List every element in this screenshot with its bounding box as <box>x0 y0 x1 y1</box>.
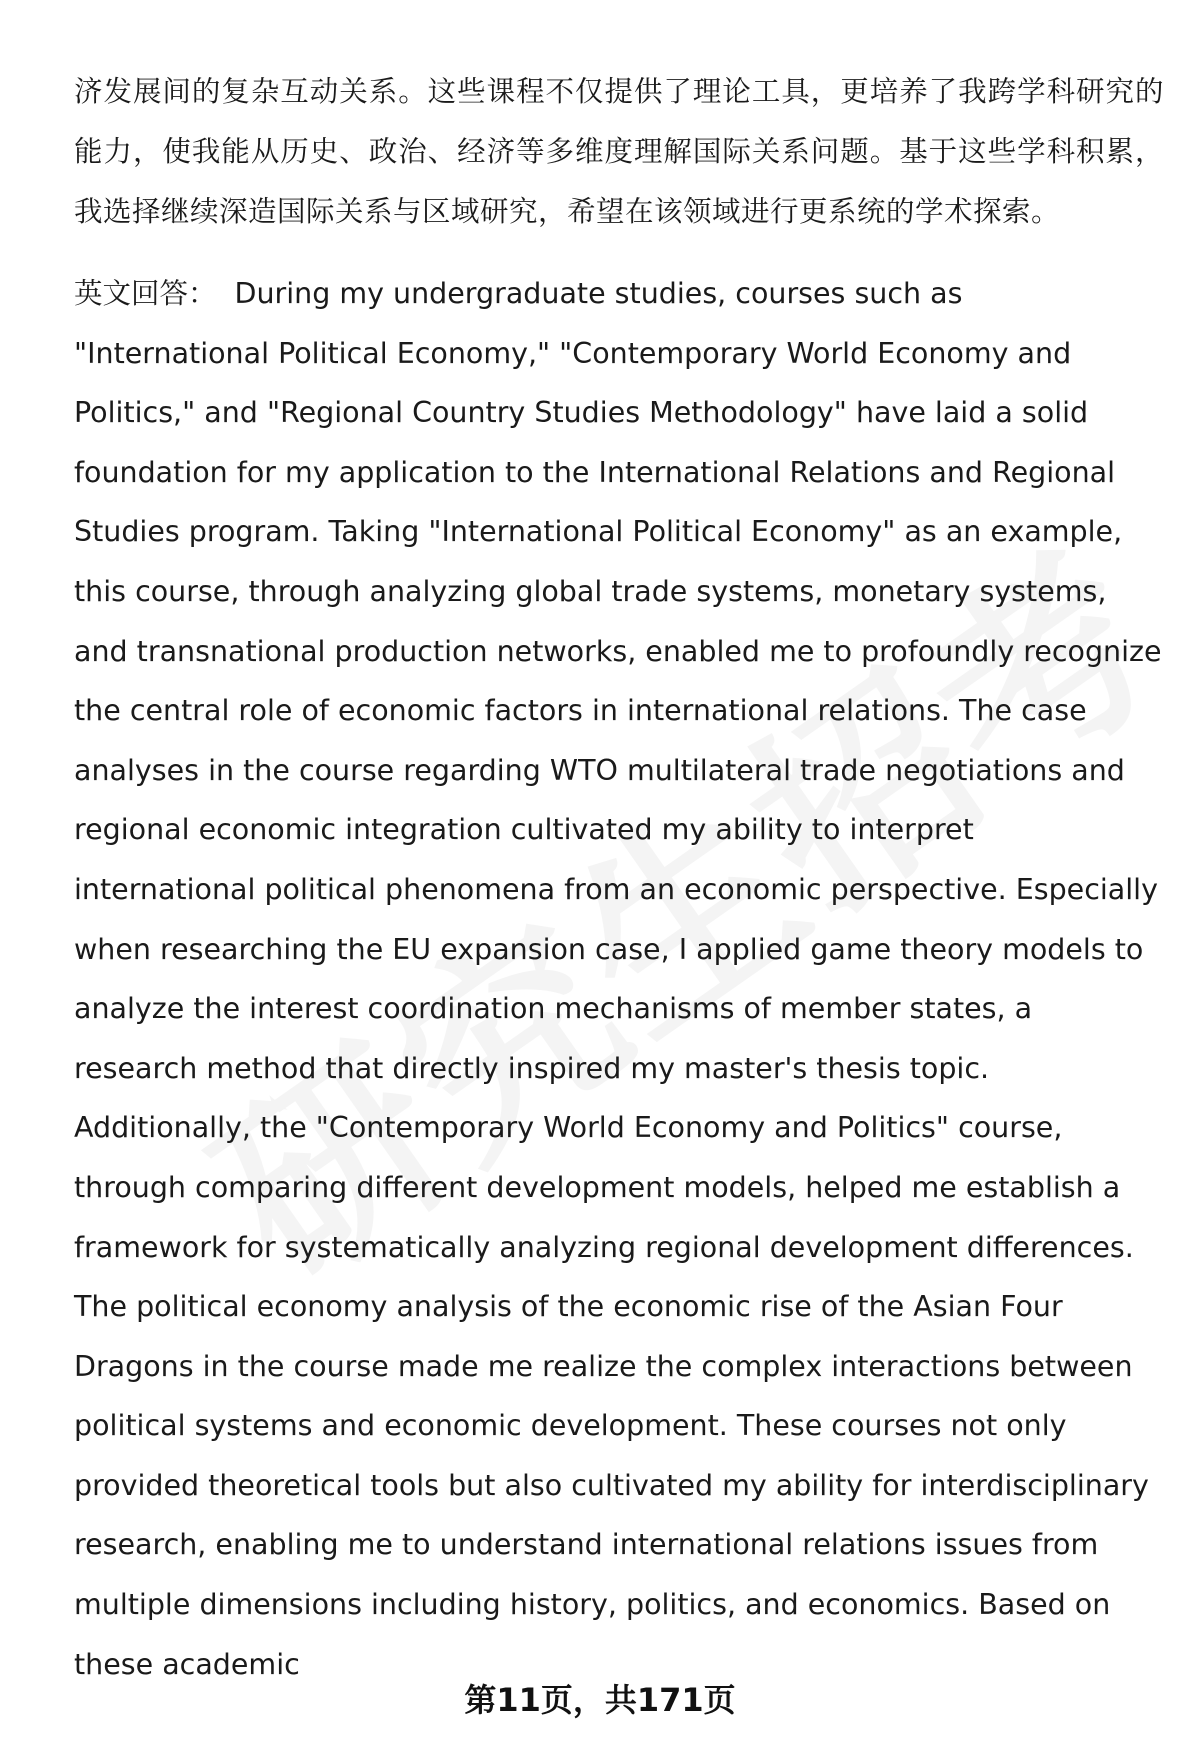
english-answer-text: During my undergraduate studies, courses such as "International Political Economy," "Contemporary World Economy and Politics," and "Regional Country Studies Methodology" have laid a solid foundation for my application to the International Relations and Regional Studies program. Taking "International Political Economy" as an example, this course, through analyzing global trade systems, monetary systems, and transnational production networks, enabled me to profoundly recognize the central role of economic factors in international relations. The case analyses in the course regarding WTO multilateral trade negotiations and regional economic integration cultivated my ability to interpret international political phenomena from an economic perspective. Especially when researching the EU expansion case, I applied game theory models to analyze the interest coordination mechanisms of member states, a research method that directly inspired my master's thesis topic. Additionally, the "Contemporary World Economy and Politics" course, through comparing different development models, helped me establish a framework for systematically analyzing regional development differences. The political economy analysis of the economic rise of the Asian Four Dragons in the course made me realize the complex interactions between political systems and economic development. These courses not only provided theoretical tools but also cultivated my ability for interdisciplinary research, enabling me to understand international relations issues from multiple dimensions including history, politics, and economics. Based on these academic <box>74 277 1162 1681</box>
chinese-paragraph: 济发展间的复杂互动关系。这些课程不仅提供了理论工具，更培养了我跨学科研究的能力，使我能从历史、政治、经济等多维度理解国际关系问题。基于这些学科积累，我选择继续深造国际关系与区域研究，希望在该领域进行更系统的学术探索。 <box>74 75 1164 228</box>
page-number-footer: 第11页，共171页 <box>464 1681 736 1719</box>
english-answer-label: 英文回答： <box>74 277 217 310</box>
page-content <box>74 62 1164 1694</box>
english-answer-paragraph <box>74 264 1164 1694</box>
